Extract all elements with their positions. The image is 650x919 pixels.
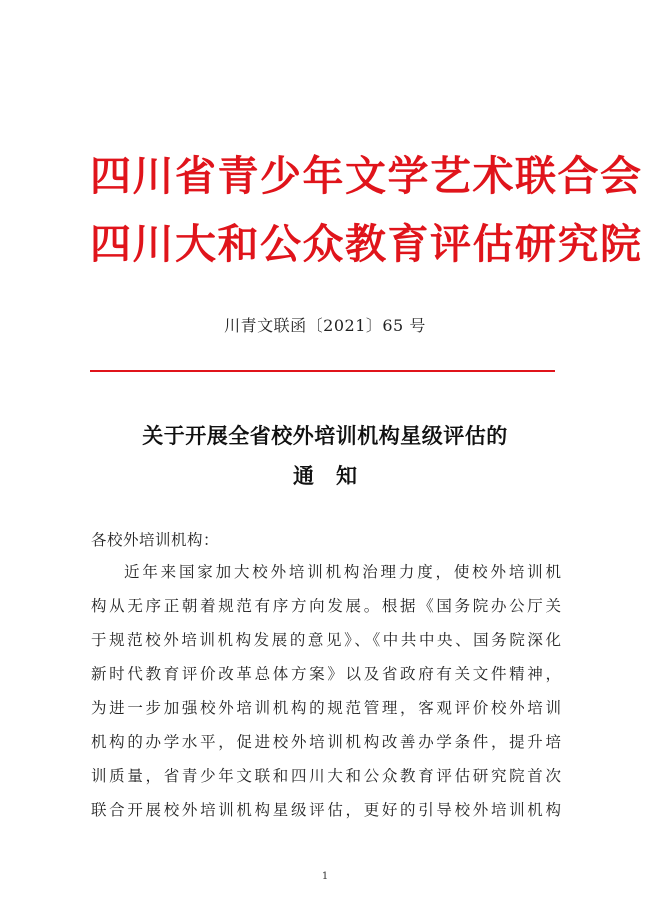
issuing-org-2: 四川大和公众教育评估研究院 (90, 220, 643, 268)
salutation: 各校外培训机构： (91, 531, 220, 549)
body-paragraph (91, 555, 561, 827)
body-line: 为进一步加强校外培训机构的规范管理，客观评价校外培训 (91, 699, 561, 717)
document-title-line-2: 通知 (293, 463, 379, 488)
document-number: 川青文联函〔2021〕65 号 (224, 316, 426, 335)
body-line: 联合开展校外培训机构星级评估，更好的引导校外培训机构 (91, 801, 561, 819)
red-divider (90, 370, 555, 372)
body-line: 机构的办学水平，促进校外培训机构改善办学条件，提升培 (91, 733, 561, 751)
body-line: 新时代教育评价改革总体方案》以及省政府有关文件精神， (91, 665, 561, 683)
page-number: 1 (321, 871, 329, 882)
body-line: 于规范校外培训机构发展的意见》、《中共中央、国务院深化 (91, 631, 561, 649)
body-line: 近年来国家加大校外培训机构治理力度，使校外培训机 (124, 563, 561, 581)
body-line: 训质量，省青少年文联和四川大和公众教育评估研究院首次 (91, 767, 561, 785)
issuing-org-1: 四川省青少年文学艺术联合会 (90, 152, 643, 200)
body-line: 构从无序正朝着规范有序方向发展。根据《国务院办公厅关 (91, 597, 561, 615)
document-title-line-1: 关于开展全省校外培训机构星级评估的 (142, 423, 508, 448)
